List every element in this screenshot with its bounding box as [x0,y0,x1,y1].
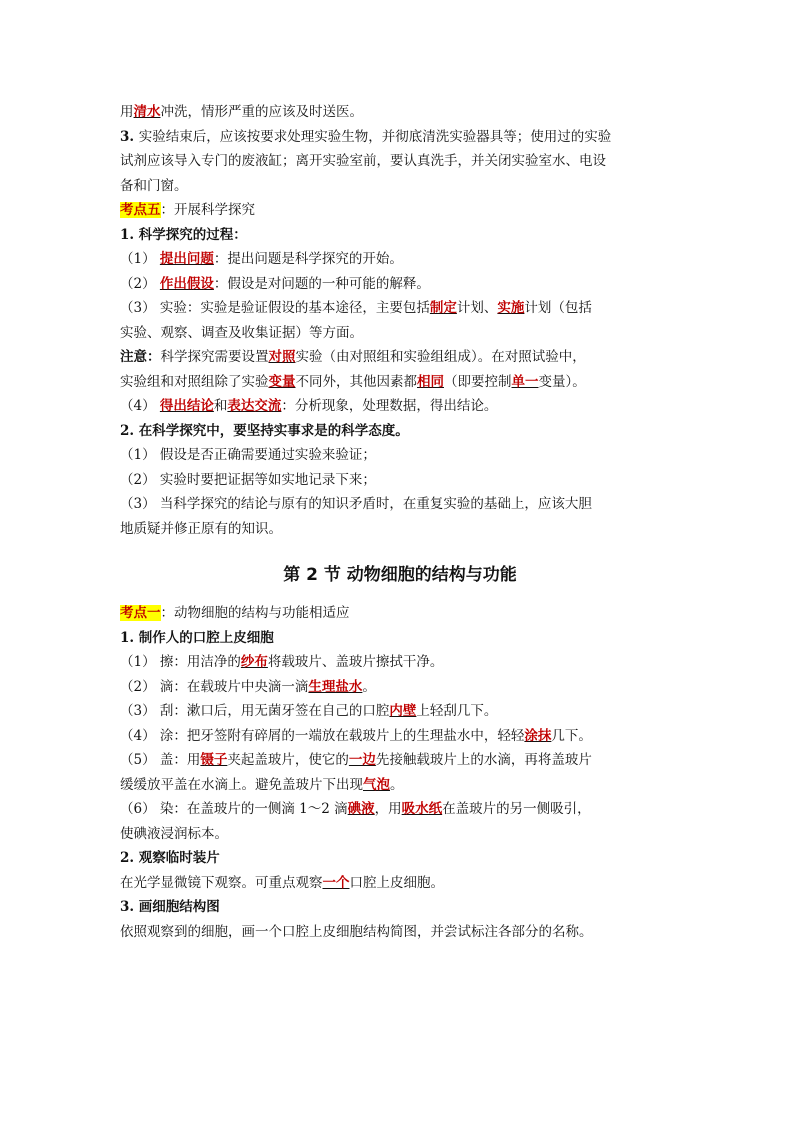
text-segment: 实验结束后，应该按要求处理实验生物，并彻底清洗实验器具等；使用过的实验 [138,128,612,145]
section-safety-and-inquiry [120,100,680,541]
text-segment: 用 [120,104,134,120]
text-segment: 在光学显微镜下观察。可重点观察 [120,874,323,891]
text-line [120,223,680,248]
text-segment: （2） [120,275,160,292]
text-segment: ：分析现象，处理数据，得出结论。 [281,398,498,414]
keyword-highlight: 表达交流 [227,398,282,414]
text-line [120,492,680,517]
text-segment: 备和门窗。 [120,177,188,194]
text-segment: （3） 当科学探究的结论与原有的知识矛盾时，在重复实验的基础上，应该大胆 [120,496,592,512]
keyword-highlight: 一个 [322,874,350,891]
text-segment: 先接触载玻片上的水滴，再将盖玻片 [375,752,592,768]
section-title: 第 2 节 动物细胞的结构与功能 [283,565,517,585]
keyword-highlight: 实施 [497,300,525,316]
text-segment: ：开展科学探究 [160,202,255,218]
text-line [120,247,680,272]
text-segment: 实验、观察、调查及收集证据）等方面。 [120,324,363,341]
text-segment: （4） [120,398,160,414]
keyword-highlight: 相同 [417,373,444,390]
text-line [120,626,680,651]
text-segment: ：提出问题是科学探究的开始。 [213,251,403,267]
text-segment: 将载玻片、盖玻片擦拭干净。 [267,654,444,670]
text-line [120,895,680,920]
text-segment: （6） 染：在盖玻片的一侧滴 1～2 滴 [120,801,348,817]
text-line [120,100,680,125]
page-content [120,100,680,944]
text-segment: 不同外，其他因素都 [295,373,417,390]
keyword-highlight: 镊子 [200,752,228,768]
text-segment: （4） 涂：把牙签附有碎屑的一端放在载玻片上的生理盐水中，轻轻 [120,727,525,744]
key-point-label: 考点一 [120,605,161,621]
keyword-highlight: 作出假设 [159,275,214,292]
text-segment: （1） [120,251,160,267]
text-segment: ：假设是对问题的一种可能的解释。 [213,275,430,292]
keyword-highlight: 得出结论 [159,398,214,414]
keyword-highlight: 制定 [429,300,457,316]
text-line [120,149,680,174]
bold-heading-text: 2. 在科学探究中，要坚持实事求是的科学态度。 [120,422,409,439]
bold-heading-text: 3. 画细胞结构图 [120,899,220,915]
keyword-highlight: 一边 [348,752,376,768]
keyword-highlight: 对照 [268,349,296,365]
text-line [120,370,680,395]
text-segment: 地质疑并修正原有的知识。 [120,520,282,537]
text-segment: （5） 盖：用 [120,752,201,768]
text-segment: 夹起盖玻片，使它的 [227,752,349,768]
text-segment: 实验（由对照组和实验组组成）。在对照试验中， [295,349,586,365]
text-segment: （3） 实验：实验是验证假设的基本途径，主要包括 [120,300,430,316]
text-line [120,174,680,199]
bold-heading-text: 1. 科学探究的过程： [120,226,247,243]
text-line [120,650,680,675]
text-segment: 使碘液浸润标本。 [120,825,228,842]
text-line [120,272,680,297]
text-line [120,724,680,749]
text-segment: ：动物细胞的结构与功能相适应 [160,605,350,621]
keyword-highlight: 吸水纸 [401,801,443,817]
key-point-label: 考点五 [120,202,161,218]
keyword-highlight: 提出问题 [159,251,214,267]
section-animal-cell [120,601,680,944]
bold-heading-text: 注意： [120,349,161,365]
text-segment: （2） 滴：在载玻片中央滴一滴 [120,678,309,695]
text-segment: ，用 [374,801,402,817]
text-line [120,125,680,150]
keyword-highlight: 清水 [133,104,161,120]
text-segment: （1） 假设是否正确需要通过实验来验证； [120,447,376,463]
text-line [120,468,680,493]
keyword-highlight: 单一 [511,373,539,390]
text-line [120,198,680,223]
text-segment: 几下。 [551,727,592,744]
text-line [120,517,680,542]
text-line [120,394,680,419]
keyword-highlight: 变量 [268,373,296,390]
text-line [120,748,680,773]
text-line [120,797,680,822]
keyword-highlight: 碘液 [347,801,375,817]
text-segment: （1） 擦：用洁净的 [120,654,241,670]
keyword-highlight: 气泡 [363,776,390,793]
bold-heading-text: 2. 观察临时装片 [120,850,220,866]
text-segment: 科学探究需要设置 [160,349,269,365]
text-segment: （3） 刮：漱口后，用无菌牙签在自己的口腔 [120,703,390,719]
text-segment: （即要控制 [444,373,512,390]
text-line [120,920,680,945]
text-line [120,871,680,896]
text-segment: 上轻刮几下。 [416,703,498,719]
text-line [120,443,680,468]
text-line [120,601,680,626]
text-segment: 在盖玻片的另一侧吸引， [442,801,591,817]
text-line [120,846,680,871]
text-segment: 。 [362,678,376,695]
text-segment: 实验组和对照组除了实验 [120,373,269,390]
bold-heading-text: 3. [120,128,139,145]
keyword-highlight: 涂抹 [524,727,552,744]
text-line [120,822,680,847]
text-line [120,345,680,370]
keyword-highlight: 生理盐水 [308,678,363,695]
text-segment: 和 [213,398,228,414]
text-line [120,296,680,321]
text-line [120,675,680,700]
text-segment: 计划（包括 [524,300,592,316]
keyword-highlight: 内壁 [389,703,417,719]
text-segment: 口腔上皮细胞。 [349,874,444,891]
text-line [120,321,680,346]
text-line [120,699,680,724]
text-segment: 冲洗，情形严重的应该及时送医。 [160,104,363,120]
text-segment: 缓缓放平盖在水滴上。避免盖玻片下出现 [120,776,363,793]
text-line [120,419,680,444]
text-segment: 。 [390,776,404,793]
text-segment: （2） 实验时要把证据等如实地记录下来； [120,471,376,488]
keyword-highlight: 纱布 [240,654,268,670]
text-segment: 变量）。 [538,373,586,390]
bold-heading-text: 1. 制作人的口腔上皮细胞 [120,629,274,646]
text-line [120,773,680,798]
text-segment: 试剂应该导入专门的废液缸；离开实验室前，要认真洗手，并关闭实验室水、电设 [120,153,606,169]
text-segment: 计划、 [456,300,498,316]
text-segment: 依照观察到的细胞，画一个口腔上皮细胞结构简图，并尝试标注各部分的名称。 [120,923,593,940]
